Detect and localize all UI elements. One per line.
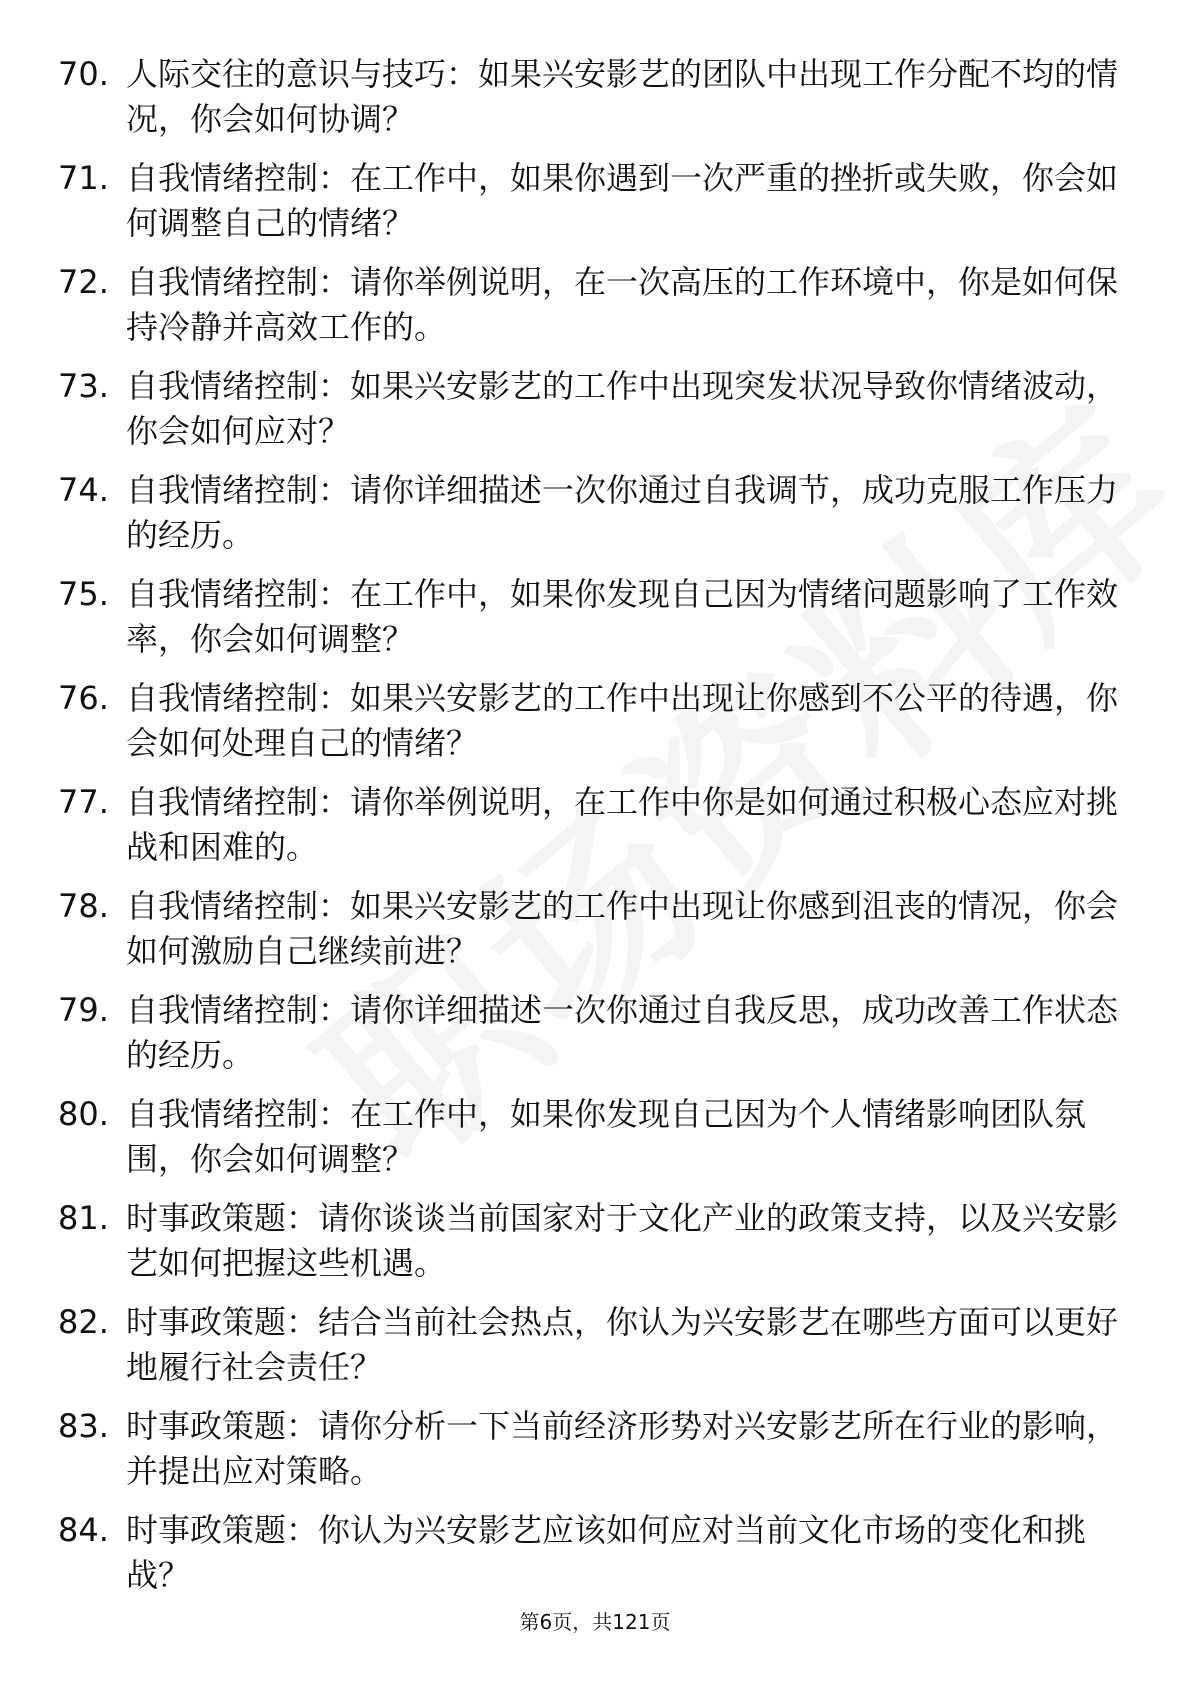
question-number: 76. bbox=[58, 679, 109, 717]
question-item bbox=[0, 1404, 1190, 1508]
question-item bbox=[0, 260, 1190, 364]
question-text: 时事政策题：结合当前社会热点，你认为兴安影艺在哪些方面可以更好地履行社会责任？ bbox=[126, 1303, 1119, 1386]
question-number: 82. bbox=[58, 1303, 109, 1341]
question-text: 人际交往的意识与技巧：如果兴安影艺的团队中出现工作分配不均的情况，你会如何协调？ bbox=[126, 55, 1119, 138]
question-item bbox=[0, 52, 1190, 156]
question-item bbox=[0, 780, 1190, 884]
question-list bbox=[0, 52, 1190, 1612]
question-text: 自我情绪控制：如果兴安影艺的工作中出现让你感到不公平的待遇，你会如何处理自己的情绪？ bbox=[126, 679, 1119, 762]
question-item bbox=[0, 1196, 1190, 1300]
question-text: 时事政策题：请你谈谈当前国家对于文化产业的政策支持，以及兴安影艺如何把握这些机遇。 bbox=[126, 1199, 1119, 1282]
question-item bbox=[0, 1300, 1190, 1404]
question-number: 81. bbox=[58, 1199, 109, 1237]
question-text: 自我情绪控制：请你举例说明，在一次高压的工作环境中，你是如何保持冷静并高效工作的。 bbox=[126, 263, 1119, 346]
question-text: 自我情绪控制：如果兴安影艺的工作中出现让你感到沮丧的情况，你会如何激励自己继续前进？ bbox=[126, 887, 1119, 970]
page-indicator: 第6页，共121页 bbox=[519, 1610, 671, 1634]
question-number: 73. bbox=[58, 367, 109, 405]
question-text: 时事政策题：请你分析一下当前经济形势对兴安影艺所在行业的影响，并提出应对策略。 bbox=[126, 1407, 1119, 1490]
question-text: 时事政策题：你认为兴安影艺应该如何应对当前文化市场的变化和挑战？ bbox=[126, 1511, 1087, 1594]
question-item bbox=[0, 1092, 1190, 1196]
question-number: 80. bbox=[58, 1095, 109, 1133]
question-number: 78. bbox=[58, 887, 109, 925]
question-number: 72. bbox=[58, 263, 109, 301]
question-text: 自我情绪控制：在工作中，如果你遇到一次严重的挫折或失败，你会如何调整自己的情绪？ bbox=[126, 159, 1119, 242]
question-item bbox=[0, 676, 1190, 780]
question-text: 自我情绪控制：在工作中，如果你发现自己因为个人情绪影响团队氛围，你会如何调整？ bbox=[126, 1095, 1087, 1178]
question-item bbox=[0, 468, 1190, 572]
question-item bbox=[0, 884, 1190, 988]
question-number: 75. bbox=[58, 575, 109, 613]
question-item bbox=[0, 572, 1190, 676]
question-text: 自我情绪控制：在工作中，如果你发现自己因为情绪问题影响了工作效率，你会如何调整？ bbox=[126, 575, 1119, 658]
question-number: 77. bbox=[58, 783, 109, 821]
question-item bbox=[0, 156, 1190, 260]
question-number: 71. bbox=[58, 159, 109, 197]
question-number: 84. bbox=[58, 1511, 109, 1549]
question-number: 79. bbox=[58, 991, 109, 1029]
question-number: 70. bbox=[58, 55, 109, 93]
question-text: 自我情绪控制：如果兴安影艺的工作中出现突发状况导致你情绪波动，你会如何应对？ bbox=[126, 367, 1119, 450]
question-item bbox=[0, 1508, 1190, 1612]
question-text: 自我情绪控制：请你详细描述一次你通过自我调节，成功克服工作压力的经历。 bbox=[126, 471, 1119, 554]
question-item bbox=[0, 364, 1190, 468]
question-text: 自我情绪控制：请你举例说明，在工作中你是如何通过积极心态应对挑战和困难的。 bbox=[126, 783, 1119, 866]
question-text: 自我情绪控制：请你详细描述一次你通过自我反思，成功改善工作状态的经历。 bbox=[126, 991, 1119, 1074]
question-item bbox=[0, 988, 1190, 1092]
question-number: 74. bbox=[58, 471, 109, 509]
question-number: 83. bbox=[58, 1407, 109, 1445]
